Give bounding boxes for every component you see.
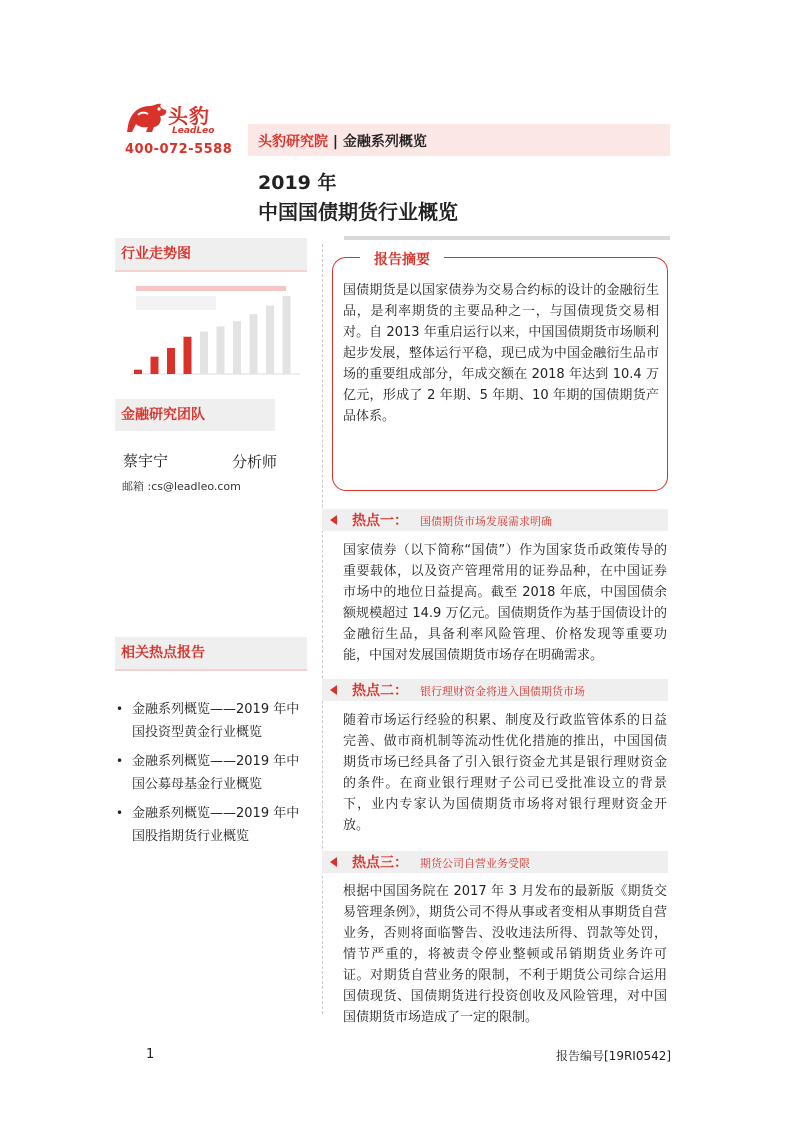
chart-bar — [200, 332, 208, 374]
section-underline — [115, 669, 307, 671]
hotspot-number: 热点三： — [352, 855, 408, 871]
chart-bar — [233, 321, 241, 374]
bullet: • — [116, 702, 124, 716]
hotspot-number: 热点一： — [352, 513, 408, 529]
chart-bar — [151, 357, 159, 374]
page-title: 中国国债期货行业概览 — [258, 200, 458, 224]
section-trend-label: 行业走势图 — [115, 238, 307, 270]
section-team-label: 金融研究团队 — [115, 399, 275, 431]
chart-bar — [283, 296, 291, 374]
chart-title-placeholder — [136, 286, 286, 291]
related-report-item[interactable] — [116, 698, 312, 744]
header-title — [258, 131, 427, 151]
hotspot-title: 银行理财资金将进入国债期货市场 — [420, 685, 585, 698]
triangle-icon — [330, 515, 337, 525]
triangle-icon — [330, 685, 337, 695]
related-report-link[interactable]: 金融系列概览——2019 年中国股指期货行业概览 — [132, 806, 300, 844]
column-divider — [322, 244, 323, 1014]
related-report-item[interactable] — [116, 802, 312, 848]
summary-text: 国债期货是以国家债券为交易合约标的设计的金融衍生品，是利率期货的主要品种之一，与国债现货交易相对。自 2013 年重启运行以来，中国国债期货市场顺利起步发展，整体运行平稳，现已成为中国金融衍生品市场的重要组成部分，年成交额在 2018 年达到 10.4 万亿元，形成了 2 年期、5 年期、10 年期的国债期货产品体系。 — [343, 283, 659, 424]
chart-legend-placeholder — [136, 296, 216, 310]
chart-bar — [217, 326, 225, 374]
phone-number: 400-072-5588 — [125, 142, 233, 157]
chart-bar — [134, 370, 142, 374]
analyst-name: 蔡宇宁 — [123, 452, 169, 470]
trend-mini-chart — [116, 282, 306, 382]
section-related-label: 相关热点报告 — [115, 637, 307, 669]
header-separator: | — [332, 134, 338, 150]
chart-bar — [167, 348, 175, 374]
logo-icon — [124, 100, 170, 134]
header-series: 金融系列概览 — [342, 134, 427, 150]
divider-bar — [344, 236, 670, 240]
logo-english-text: LeadLeo — [172, 126, 215, 136]
triangle-icon — [330, 857, 337, 867]
hotspot-text-2: 随着市场运行经验的积累、制度及行政监管体系的日益完善、做市商机制等流动性优化措施的推出，中国国债期货市场已经具备了引入银行资金尤其是银行理财资金的条件。在商业银行理财子公司已受批准设立的背景下，业内专家认为国债期货市场将对银行理财资金开放。 — [343, 713, 667, 833]
hotspot-number: 热点二： — [352, 683, 408, 699]
report-number: 报告编号[19RI0542] — [556, 1049, 672, 1063]
hotspot-header-2 — [322, 679, 668, 701]
analyst-email[interactable]: 邮箱 :cs@leadleo.com — [122, 480, 241, 493]
chart-bar — [184, 337, 192, 374]
bullet: • — [116, 806, 124, 820]
hotspot-text-1: 国家债券（以下简称“国债”）作为国家货币政策传导的重要载体，以及资产管理常用的证券品种，在中国证券市场中的地位日益提高。截至 2018 年底，中国国债余额规模超过 14.9 万亿元。国债期货作为基于国债设计的金融衍生品，具备利率风险管理、价格发现等重要功能，中国对发展国债期货市场存在明确需求。 — [343, 543, 667, 663]
page-title-year: 2019 年 — [258, 172, 337, 194]
hotspot-header-1 — [322, 509, 668, 531]
analyst-role: 分析师 — [232, 453, 278, 471]
hotspot-title: 期货公司自营业务受限 — [420, 857, 530, 870]
related-report-link[interactable]: 金融系列概览——2019 年中国投资型黄金行业概览 — [132, 702, 300, 740]
related-report-link[interactable]: 金融系列概览——2019 年中国公募母基金行业概览 — [132, 754, 300, 792]
hotspot-title: 国债期货市场发展需求明确 — [420, 515, 552, 528]
summary-title: 报告摘要 — [360, 249, 444, 271]
related-report-item[interactable] — [116, 750, 312, 796]
logo-text: 头豹 — [168, 104, 210, 128]
page-number: 1 — [146, 1047, 155, 1062]
chart-bar — [266, 306, 274, 374]
header-brand: 头豹研究院 — [258, 134, 328, 150]
hotspot-text-3: 根据中国国务院在 2017 年 3 月发布的最新版《期货交易管理条例》，期货公司不得从事或者变相从事期货自营业务，否则将面临警告、没收违法所得、罚款等处罚，情节严重的，将被责令停业整顿或吊销期货业务许可证。对期货自营业务的限制，不利于期货公司综合运用国债现货、国债期货进行投资创收及风险管理，对中国国债期货市场造成了一定的限制。 — [343, 884, 667, 1025]
bullet: • — [116, 754, 124, 768]
hotspot-header-3 — [322, 851, 668, 873]
chart-bar — [250, 314, 258, 374]
section-underline — [115, 270, 307, 272]
